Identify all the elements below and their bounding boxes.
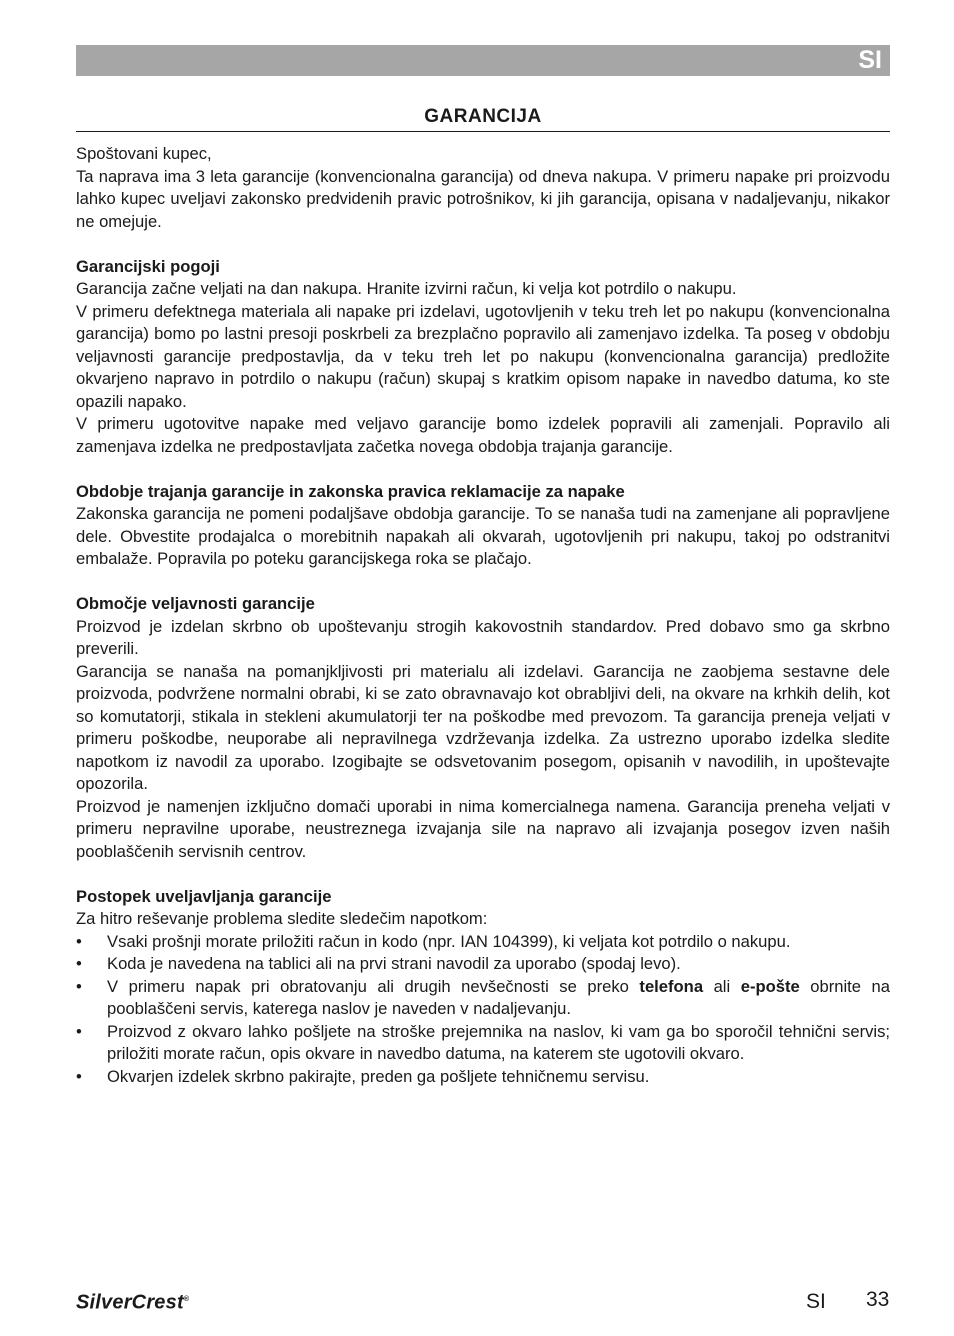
bullet-icon: •: [76, 931, 82, 951]
document-body: [76, 143, 890, 1088]
paragraph: Proizvod je izdelan skrbno ob upoštevanju strogih kakovostnih standardov. Pred dobavo smo ga skrbno preverili.: [76, 616, 890, 658]
list-item: • V primeru napak pri obratovanju ali drugih nevšečnosti se preko telefona ali e-pošte obrnite na pooblaščeni servis, katerega naslov je naveden v nadaljevanju.: [76, 976, 890, 1018]
bullet-icon: •: [76, 976, 82, 996]
procedure-list: [76, 931, 890, 1089]
paragraph: Proizvod je namenjen izključno domači uporabi in nima komercialnega namena. Garancija preneha veljati v primeru nepravilne uporabe, neustreznega izvajanja sile na napravo ali izvajanja posegov izven naših pooblaščenih servisnih centrov.: [76, 796, 890, 861]
intro-paragraph: Ta naprava ima 3 leta garancije (konvencionalna garancija) od dneva nakupa. V primeru napake pri proizvodu lahko kupec uveljavi zakonsko predvidenih pravic potrošnikov, ki jih garancija, opisana v nadaljevanju, nikakor ne omejuje.: [76, 166, 890, 231]
list-item: • Proizvod z okvaro lahko pošljete na stroške prejemnika na naslov, ki vam ga bo sporočil tehnični servis; priložiti morate račun, opis okvare in navedbo datuma, na katerem ste ugotovili okvaro.: [76, 1021, 890, 1063]
bullet-icon: •: [76, 954, 82, 973]
list-item: • Vsaki prošnji morate priložiti račun in kodo (npr. IAN 104399), ki veljata kot potrdilo o nakupu.: [76, 931, 890, 954]
bullet-icon: •: [76, 1066, 82, 1086]
bullet-icon: •: [76, 1021, 82, 1041]
list-item: • Okvarjen izdelek skrbno pakirajte, preden ga pošljete tehničnemu servisu.: [76, 1066, 890, 1089]
language-code: SI: [858, 46, 882, 74]
page-title: GARANCIJA: [424, 106, 542, 127]
section-heading-claim-procedure: Postopek uveljavljanja garancije: [76, 886, 332, 906]
language-header-bar: [76, 45, 890, 76]
title-underline: [76, 131, 890, 132]
footer-language-code: SI: [806, 1290, 826, 1313]
spacer: [76, 458, 890, 481]
brand-logo: SilverCrest®: [76, 1291, 190, 1314]
paragraph: V primeru defektnega materiala ali napake pri izdelavi, ugotovljenih v teku treh let po nakupu (konvencionalna garancija) bomo po lastni presoji poskrbeli za brezplačno popravilo ali zamenjavo izdelka. Ta poseg v obdobju veljavnosti garancije predpostavlja, da v teku treh let po nakupu (konvencionalna garancija) predložite okvarjeno napravo in potrdilo o nakupu (račun) skupaj s kratkim opisom napake in navedbo datuma, ko ste opazili napako.: [76, 301, 890, 411]
paragraph: Za hitro reševanje problema sledite sledečim napotkom:: [76, 909, 488, 928]
bold-term: telefona: [639, 976, 704, 996]
section-heading-warranty-scope: Območje veljavnosti garancije: [76, 594, 315, 613]
bold-term: e-pošte: [740, 976, 800, 996]
paragraph: V primeru ugotovitve napake med veljavo garancije bomo izdelek popravili ali zamenjali. Popravilo ali zamenjava izdelka ne predpostavljata začetka novega obdobja trajanja garancije.: [76, 414, 890, 456]
list-item: • Koda je navedena na tablici ali na prvi strani navodil za uporabo (spodaj levo).: [76, 953, 890, 976]
section-heading-warranty-conditions: Garancijski pogoji: [76, 256, 220, 276]
trademark-symbol: ®: [183, 1296, 190, 1303]
salutation: Spoštovani kupec,: [76, 144, 212, 163]
paragraph: Zakonska garancija ne pomeni podaljšave obdobja garancije. To se nanaša tudi na zamenjane ali popravljene dele. Obvestite prodajalca o morebitnih napakah ali okvarah, ugotovljenih pri nakupu, takoj po odstranitvi embalaže. Popravila po poteku garancijskega roka se plačajo.: [76, 504, 890, 568]
section-heading-warranty-period: Obdobje trajanja garancije in zakonska pravica reklamacije za napake: [76, 481, 625, 501]
spacer: [76, 863, 890, 886]
spacer: [76, 571, 890, 594]
spacer: [76, 233, 890, 256]
paragraph: Garancija se nanaša na pomanjkljivosti pri materialu ali izdelavi. Garancija ne zaobjema sestavne dele proizvoda, podvržene normalni obrabi, ki se zato obravnavajo kot obrabljivi deli, na okvare na krhkih delih, kot so komutatorji, stikala in stekleni akumulatorji ter na poškodbe med prevozom. Ta garancija preneja veljati v primeru poškodbe, neuporabe ali nepravilnega vzdrževanja izdelka. Za ustrezno uporabo izdelka sledite napotkom iz navodil za uporabo. Izogibajte se odsvetovanim posegom, opisanih v navodilih, in upoštevajte opozorila.: [76, 661, 890, 793]
page-number: 33: [866, 1288, 890, 1311]
paragraph: Garancija začne veljati na dan nakupa. Hranite izvirni račun, ki velja kot potrdilo o nakupu.: [76, 279, 737, 298]
